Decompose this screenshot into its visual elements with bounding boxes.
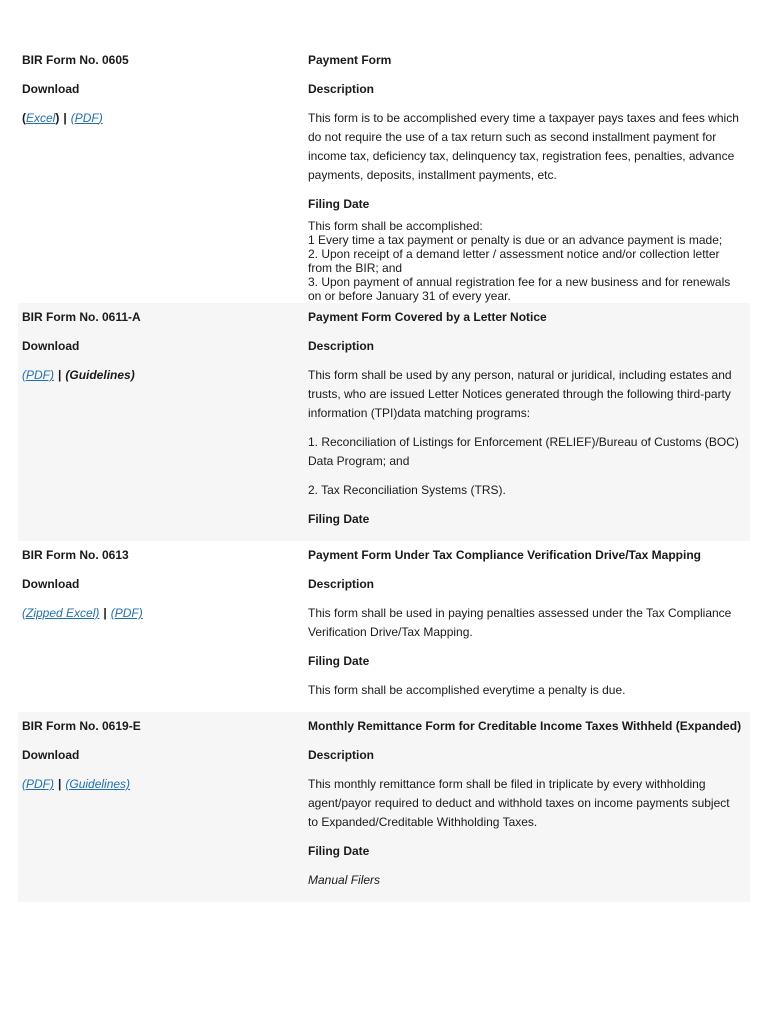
filing-date-label: Filing Date [308, 844, 370, 858]
link-separator: | [103, 606, 107, 620]
description-label: Description [308, 82, 375, 96]
filing-date-text [308, 219, 742, 303]
form-right-cell [308, 541, 746, 712]
filing-item-1: 1 Every time a tax payment or penalty is due or an advance payment is made; [308, 233, 723, 247]
pdf-download-link[interactable]: (PDF) [22, 368, 54, 382]
description-text: This form is to be accomplished every time a taxpayer pays taxes and fees which do not require the use of a tax return such as second installment payment for income tax, deficiency tax, delinquency tax, registration fees, penalties, advance payments, deposits, installment payments, etc. [308, 111, 739, 182]
description-text: This monthly remittance form shall be filed in triplicate by every withholding agent/payor required to deduct and withhold taxes on income payments subject to Expanded/Creditable Withholding Taxes. [308, 777, 730, 829]
form-right-cell [308, 712, 746, 902]
program-item-1: 1. Reconciliation of Listings for Enforcement (RELIEF)/Bureau of Customs (BOC) Data Program; and [308, 435, 739, 468]
pdf-download-link[interactable]: (PDF) [22, 777, 54, 791]
guidelines-link[interactable]: (Guidelines) [65, 368, 135, 382]
link-separator: | [63, 111, 67, 125]
zipped-excel-download-link[interactable]: (Zipped Excel) [22, 606, 100, 620]
download-links: (Excel) | (PDF) [22, 111, 103, 125]
download-label: Download [22, 577, 80, 591]
form-left-cell [22, 541, 308, 712]
download-label: Download [22, 748, 80, 762]
filing-date-text: This form shall be accomplished everytime a penalty is due. [308, 683, 626, 697]
program-item-2: 2. Tax Reconciliation Systems (TRS). [308, 483, 506, 497]
forms-table [18, 46, 750, 902]
form-number: BIR Form No. 0619-E [22, 719, 141, 733]
description-label: Description [308, 339, 375, 353]
form-row-0611a [18, 303, 750, 541]
filing-intro: This form shall be accomplished: [308, 219, 483, 233]
form-row-0613 [18, 541, 750, 712]
form-number: BIR Form No. 0613 [22, 548, 129, 562]
form-left-cell [22, 303, 308, 541]
filing-date-label: Filing Date [308, 512, 370, 526]
filing-date-label: Filing Date [308, 654, 370, 668]
download-links [22, 599, 308, 628]
form-number: BIR Form No. 0605 [22, 53, 129, 67]
form-right-cell [308, 303, 746, 541]
download-links [22, 361, 308, 390]
pdf-download-link[interactable]: (PDF) [70, 111, 103, 125]
form-row-0605 [18, 46, 750, 303]
link-separator: | [58, 777, 62, 791]
guidelines-link[interactable]: (Guidelines) [65, 777, 131, 791]
description-label: Description [308, 748, 375, 762]
download-label: Download [22, 82, 80, 96]
filing-date-text: Manual Filers [308, 873, 381, 887]
description-text: This form shall be used in paying penalties assessed under the Tax Compliance Verification Drive/Tax Mapping. [308, 606, 732, 639]
link-separator: | [58, 368, 62, 382]
filing-item-2: 2. Upon receipt of a demand letter / assessment notice and/or collection letter from the BIR; and [308, 247, 720, 275]
form-left-cell [22, 46, 308, 303]
form-number: BIR Form No. 0611-A [22, 310, 141, 324]
form-title: Payment Form Covered by a Letter Notice [308, 310, 547, 324]
description-label: Description [308, 577, 375, 591]
description-text: This form shall be used by any person, natural or juridical, including estates and trusts, who are issued Letter Notices generated through the following third-party information (TPI)data matching programs: [308, 368, 732, 420]
download-links [22, 770, 308, 799]
filing-item-3: 3. Upon payment of annual registration fee for a new business and for renewals on or before January 31 of every year. [308, 275, 731, 303]
form-title: Monthly Remittance Form for Creditable Income Taxes Withheld (Expanded) [308, 719, 742, 733]
form-title: Payment Form Under Tax Compliance Verification Drive/Tax Mapping [308, 548, 701, 562]
excel-download-link[interactable]: Excel [26, 111, 56, 125]
filing-date-label: Filing Date [308, 197, 370, 211]
form-right-cell [308, 46, 746, 303]
form-left-cell [22, 712, 308, 902]
form-title: Payment Form [308, 53, 392, 67]
pdf-download-link[interactable]: (PDF) [110, 606, 143, 620]
form-row-0619e [18, 712, 750, 902]
download-label: Download [22, 339, 80, 353]
